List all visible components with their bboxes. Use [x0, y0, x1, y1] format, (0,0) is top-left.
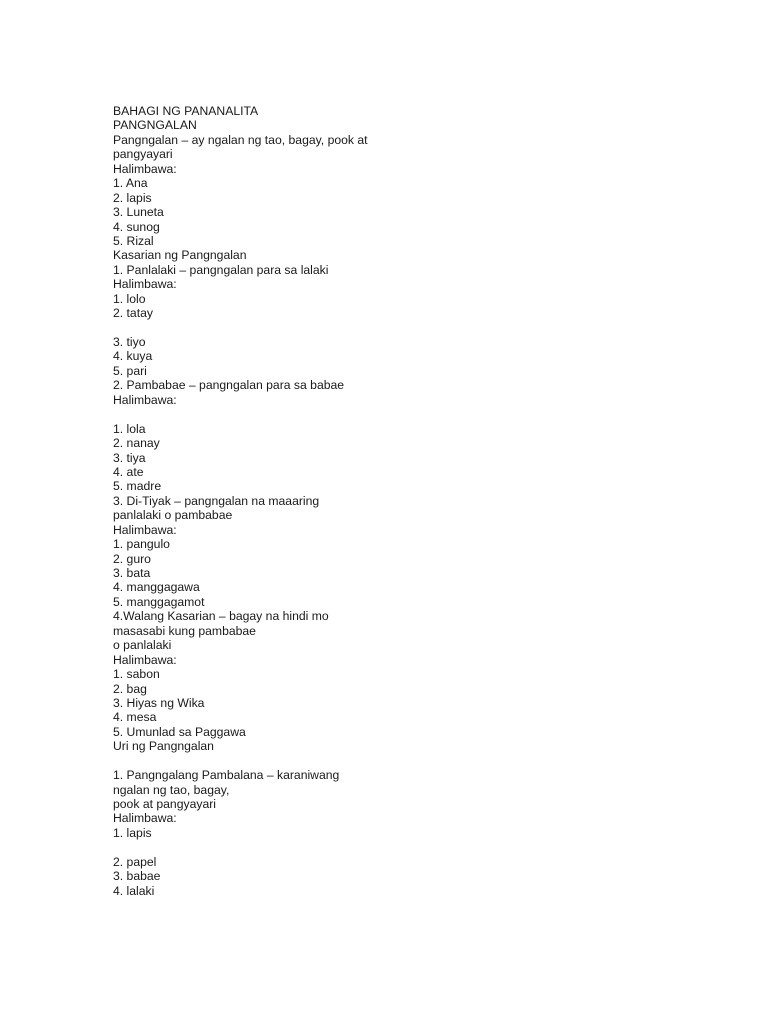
text-line: Halimbawa: — [113, 277, 177, 292]
text-line: Pangngalan – ay ngalan ng tao, bagay, pook at — [113, 132, 368, 147]
text-line: 2. nanay — [113, 436, 160, 451]
text-line: pangyayari — [113, 147, 173, 162]
blank-line — [113, 840, 713, 854]
text-line: pook at pangyayari — [113, 797, 216, 811]
text-line: 1. pangulo — [113, 537, 170, 552]
text-line: Uri ng Pangngalan — [113, 739, 214, 754]
text-line: 1. sabon — [113, 667, 160, 682]
text-line: 2. Pambabae – pangngalan para sa babae — [113, 378, 345, 393]
text-line: PANGNGALAN — [113, 118, 197, 133]
text-line: 1. lola — [113, 421, 146, 436]
text-line: 1. Panlalaki – pangngalan para sa lalaki — [113, 262, 329, 277]
text-line: Kasarian ng Pangngalan — [113, 248, 247, 263]
text-line: 4. ate — [113, 464, 144, 479]
text-line: 3. Hiyas ng Wika — [113, 695, 205, 710]
text-line: BAHAGI NG PANANALITA — [113, 104, 259, 118]
text-line: 2. bag — [113, 681, 147, 696]
blank-line — [113, 407, 713, 421]
text-line: Halimbawa: — [113, 392, 177, 407]
text-line: 5. Umunlad sa Paggawa — [113, 724, 246, 739]
text-line: 1. Ana — [113, 176, 148, 191]
text-line: panlalaki o pambabae — [113, 508, 233, 523]
text-line: 2. guro — [113, 551, 151, 566]
text-line: 4. mesa — [113, 710, 157, 725]
text-line: Halimbawa: — [113, 652, 177, 667]
text-line: 5. madre — [113, 479, 162, 494]
text-line: 5. manggagamot — [113, 594, 205, 609]
text-line: 3. babae — [113, 869, 161, 884]
text-line: 1. lolo — [113, 291, 146, 306]
text-line: 3. Di-Tiyak – pangngalan na maaaring — [113, 493, 320, 508]
text-line: 2. papel — [113, 854, 157, 869]
text-line: 2. tatay — [113, 306, 153, 321]
text-line: 4. manggagawa — [113, 580, 200, 595]
text-line: masasabi kung pambabae — [113, 623, 256, 638]
blank-line — [113, 321, 713, 335]
text-line: 4. lalaki — [113, 883, 155, 898]
text-line: ngalan ng tao, bagay, — [113, 782, 230, 797]
document-page — [113, 104, 713, 898]
text-line: Halimbawa: — [113, 811, 177, 826]
text-line: 5. pari — [113, 363, 147, 378]
text-line: Halimbawa: — [113, 522, 177, 537]
text-line: 1. lapis — [113, 825, 152, 840]
text-line: 3. bata — [113, 566, 151, 580]
text-line: 3. Luneta — [113, 205, 164, 220]
text-line: 1. Pangngalang Pambalana – karaniwang — [113, 768, 340, 783]
text-line: 3. tiyo — [113, 335, 146, 349]
text-line: o panlalaki — [113, 638, 172, 653]
text-line: 4. kuya — [113, 349, 153, 364]
text-line: 3. tiya — [113, 450, 146, 465]
text-line: Halimbawa: — [113, 161, 177, 176]
text-line: 4.Walang Kasarian – bagay na hindi mo — [113, 609, 329, 624]
text-line: 2. lapis — [113, 190, 152, 205]
text-line: 5. Rizal — [113, 233, 154, 248]
text-line: 4. sunog — [113, 219, 160, 234]
blank-line — [113, 754, 713, 768]
